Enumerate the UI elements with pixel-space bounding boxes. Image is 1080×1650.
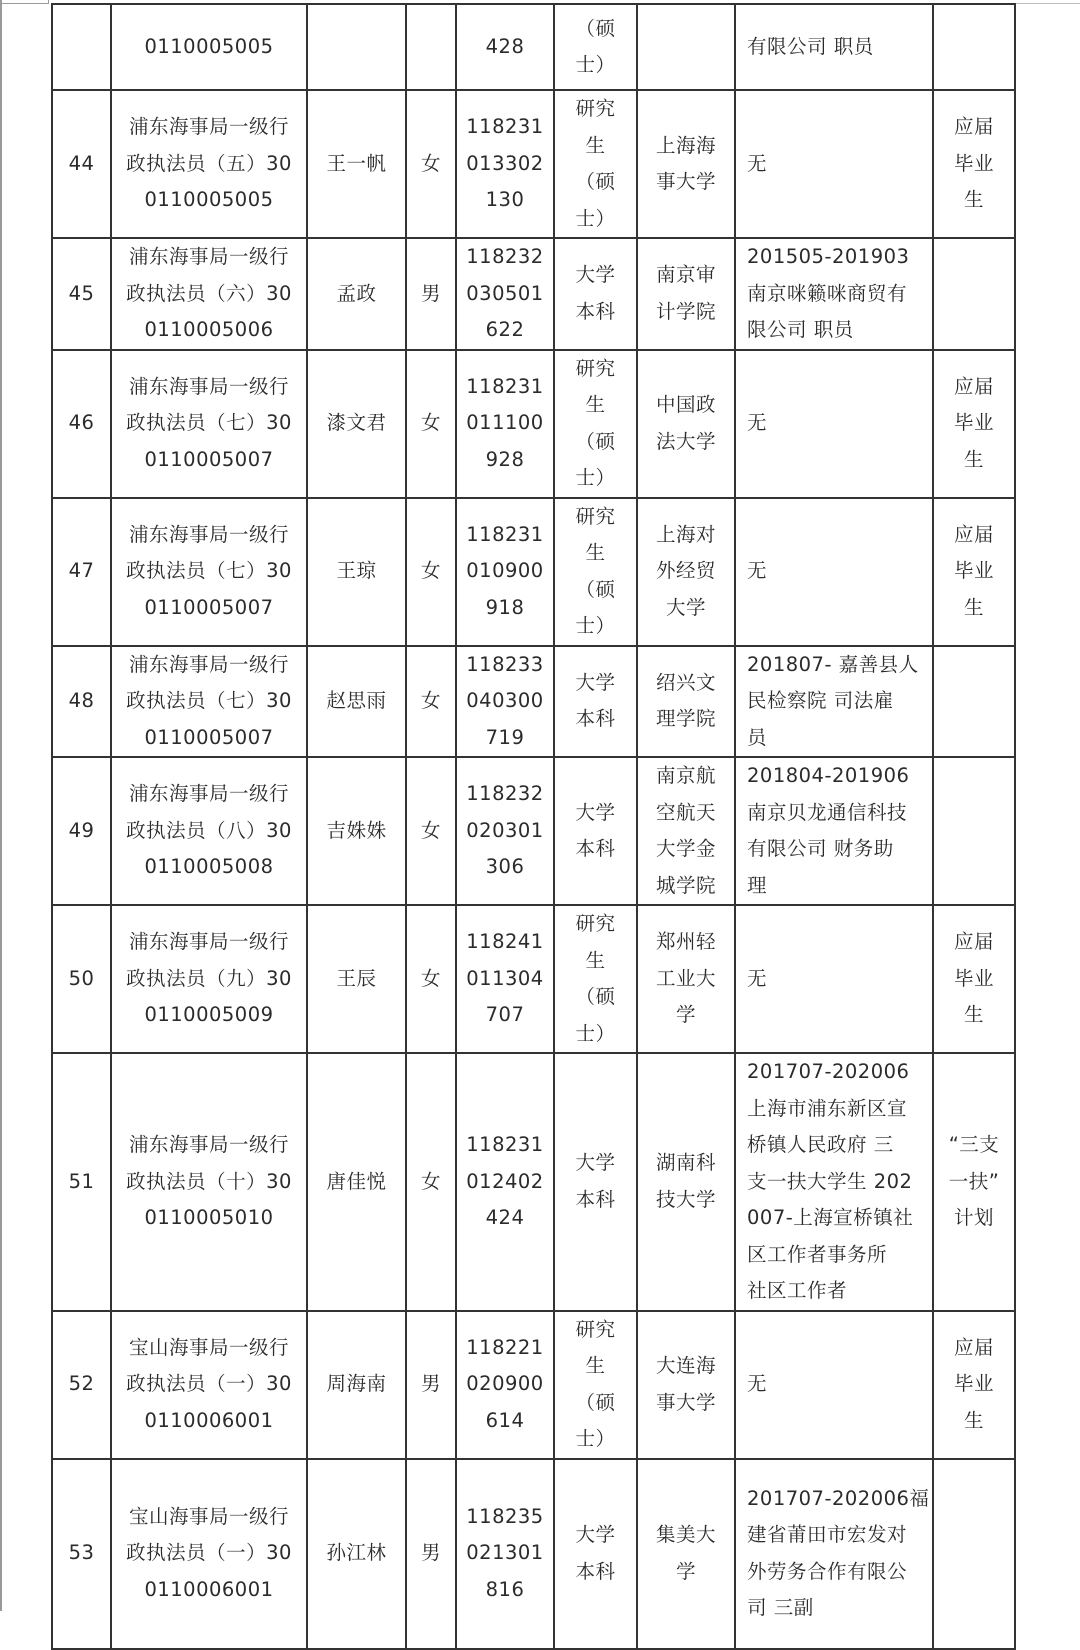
table-row bbox=[52, 757, 1015, 905]
exam-id-cell-line: 118231 bbox=[466, 522, 544, 546]
experience-cell bbox=[735, 905, 933, 1053]
exam-id-cell-line: 013302 bbox=[466, 151, 544, 175]
position-cell-line: 0110006001 bbox=[144, 1577, 274, 1601]
table-row bbox=[52, 498, 1015, 646]
candidate-roster-table bbox=[51, 3, 1016, 1650]
school-cell-line: 学 bbox=[675, 1003, 696, 1027]
education-cell bbox=[554, 238, 637, 350]
school-cell-line: 事大学 bbox=[655, 1390, 716, 1414]
exam-id-cell-line: 020301 bbox=[466, 818, 544, 842]
exam-id-cell-line: 118231 bbox=[466, 115, 544, 139]
gender-cell: 女 bbox=[406, 1053, 456, 1311]
exam-id-cell-line: 707 bbox=[485, 1003, 525, 1027]
education-cell bbox=[554, 1311, 637, 1459]
exam-id-cell bbox=[456, 757, 554, 905]
experience-cell-line: 南京咪籁咪商贸有 bbox=[747, 281, 908, 305]
school-cell-line: 工业大 bbox=[655, 966, 716, 990]
school-cell-line: 学 bbox=[675, 1559, 696, 1583]
exam-id-cell-line: 118235 bbox=[466, 1504, 544, 1528]
table-row bbox=[52, 90, 1015, 238]
remark-cell-line: 毕业 bbox=[953, 966, 994, 990]
school-cell bbox=[637, 238, 735, 350]
school-cell-line: 南京审 bbox=[655, 263, 716, 287]
remark-cell bbox=[933, 757, 1015, 905]
exam-id-cell-line: 306 bbox=[485, 855, 525, 879]
position-cell bbox=[111, 498, 307, 646]
experience-cell-line: 限公司 职员 bbox=[747, 318, 854, 341]
experience-cell bbox=[735, 90, 933, 238]
experience-cell bbox=[735, 1053, 933, 1311]
position-cell-line: 浦东海事局一级行 bbox=[128, 522, 289, 546]
position-cell-line: 浦东海事局一级行 bbox=[128, 245, 289, 268]
table-row bbox=[52, 1459, 1015, 1649]
school-cell bbox=[637, 498, 735, 646]
experience-cell bbox=[735, 646, 933, 758]
remark-cell-line: 生 bbox=[963, 1408, 984, 1432]
position-cell-line: 0110005010 bbox=[144, 1206, 274, 1229]
name-cell: 王辰 bbox=[307, 905, 406, 1053]
exam-id-cell bbox=[456, 4, 554, 90]
exam-id-cell-line: 118233 bbox=[466, 652, 544, 676]
index-cell: 48 bbox=[52, 646, 111, 758]
remark-cell-line: 应届 bbox=[953, 930, 994, 954]
remark-cell bbox=[933, 646, 1015, 758]
experience-cell-line: 007-上海宣桥镇社 bbox=[747, 1206, 914, 1229]
exam-id-cell-line: 918 bbox=[485, 595, 525, 619]
exam-id-cell bbox=[456, 498, 554, 646]
remark-cell bbox=[933, 90, 1015, 238]
education-cell bbox=[554, 4, 637, 90]
education-cell-line: 研究 bbox=[575, 356, 616, 380]
education-cell-line: 士） bbox=[575, 614, 616, 637]
exam-id-cell-line: 011100 bbox=[466, 411, 544, 435]
education-cell-line: 研究 bbox=[575, 504, 616, 528]
exam-id-cell-line: 010900 bbox=[466, 559, 544, 583]
education-cell-line: 本科 bbox=[575, 837, 616, 860]
exam-id-cell-line: 614 bbox=[485, 1408, 525, 1432]
experience-cell-line: 201707-202006福 bbox=[747, 1486, 930, 1510]
experience-cell-line: 司 三副 bbox=[747, 1596, 814, 1619]
position-cell-line: 浦东海事局一级行 bbox=[128, 115, 289, 139]
school-cell-line: 大连海 bbox=[655, 1354, 716, 1377]
position-cell-line: 0110005008 bbox=[144, 855, 274, 879]
position-cell bbox=[111, 1459, 307, 1649]
remark-cell bbox=[933, 1311, 1015, 1459]
education-cell-line: 生 bbox=[585, 1354, 606, 1377]
page-left-border bbox=[0, 0, 2, 1611]
education-cell bbox=[554, 1459, 637, 1649]
school-cell-line: 南京航 bbox=[655, 764, 716, 787]
index-cell: 53 bbox=[52, 1459, 111, 1649]
exam-id-cell bbox=[456, 90, 554, 238]
exam-id-cell-line: 118232 bbox=[466, 782, 544, 806]
index-cell: 45 bbox=[52, 238, 111, 350]
experience-cell-line: 无 bbox=[747, 151, 768, 175]
exam-id-cell-line: 719 bbox=[485, 725, 525, 749]
remark-cell bbox=[933, 905, 1015, 1053]
exam-id-cell-line: 130 bbox=[485, 188, 525, 212]
school-cell bbox=[637, 1459, 735, 1649]
exam-id-cell bbox=[456, 646, 554, 758]
experience-cell-line: 上海市浦东新区宣 bbox=[747, 1096, 908, 1120]
name-cell: 孟政 bbox=[307, 238, 406, 350]
remark-cell bbox=[933, 1459, 1015, 1649]
education-cell bbox=[554, 498, 637, 646]
index-cell: 44 bbox=[52, 90, 111, 238]
position-cell-line: 0110005007 bbox=[144, 447, 274, 471]
education-cell-line: （硕 bbox=[575, 577, 616, 601]
remark-cell-line: 毕业 bbox=[953, 1372, 994, 1396]
position-cell-line: 0110005007 bbox=[144, 725, 274, 749]
education-cell-line: 研究 bbox=[575, 97, 616, 120]
remark-cell bbox=[933, 498, 1015, 646]
school-cell-line: 集美大 bbox=[655, 1523, 716, 1546]
exam-id-cell-line: 424 bbox=[485, 1206, 525, 1229]
remark-cell-line: 应届 bbox=[953, 374, 994, 398]
education-cell-line: 士） bbox=[575, 1021, 616, 1045]
experience-cell-line: 无 bbox=[747, 1372, 768, 1396]
position-cell-line: 政执法员（一）30 bbox=[126, 1541, 292, 1565]
exam-id-cell-line: 011304 bbox=[466, 966, 544, 990]
experience-cell-line: 无 bbox=[747, 559, 768, 583]
education-cell-line: 大学 bbox=[575, 670, 616, 694]
experience-cell-line: 201707-202006 bbox=[747, 1060, 910, 1083]
school-cell-line: 大学 bbox=[665, 595, 706, 619]
experience-cell-line: 南京贝龙通信科技 bbox=[747, 800, 908, 824]
table-row bbox=[52, 4, 1015, 90]
name-cell: 吉姝姝 bbox=[307, 757, 406, 905]
school-cell bbox=[637, 350, 735, 498]
experience-cell-line: 民检察院 司法雇 bbox=[747, 689, 894, 712]
position-cell-line: 政执法员（七）30 bbox=[126, 411, 292, 435]
school-cell-line: 法大学 bbox=[655, 429, 716, 453]
name-cell: 漆文君 bbox=[307, 350, 406, 498]
education-cell-line: 研究 bbox=[575, 1317, 616, 1341]
gender-cell: 女 bbox=[406, 350, 456, 498]
position-cell bbox=[111, 238, 307, 350]
exam-id-cell-line: 928 bbox=[485, 447, 525, 471]
gender-cell bbox=[406, 4, 456, 90]
exam-id-cell-line: 030501 bbox=[466, 281, 544, 305]
table-row bbox=[52, 646, 1015, 758]
index-cell bbox=[52, 4, 111, 90]
position-cell bbox=[111, 1311, 307, 1459]
position-cell-line: 宝山海事局一级行 bbox=[128, 1504, 289, 1528]
name-cell: 孙江林 bbox=[307, 1459, 406, 1649]
school-cell-line: 中国政 bbox=[655, 393, 716, 416]
position-cell bbox=[111, 350, 307, 498]
education-cell-line: 大学 bbox=[575, 1523, 616, 1546]
position-cell-line: 政执法员（一）30 bbox=[126, 1372, 292, 1396]
experience-cell-line: 桥镇人民政府 三 bbox=[747, 1133, 894, 1156]
table-row bbox=[52, 905, 1015, 1053]
experience-cell-line: 有限公司 职员 bbox=[747, 34, 874, 58]
remark-cell-line: 一扶” bbox=[948, 1169, 1000, 1193]
exam-id-cell bbox=[456, 1459, 554, 1649]
experience-cell-line: 区工作者事务所 bbox=[747, 1242, 888, 1266]
remark-cell-line: 毕业 bbox=[953, 411, 994, 435]
exam-id-cell-line: 118241 bbox=[466, 930, 544, 954]
education-cell-line: 大学 bbox=[575, 263, 616, 287]
name-cell: 唐佳悦 bbox=[307, 1053, 406, 1311]
index-cell: 50 bbox=[52, 905, 111, 1053]
education-cell-line: 士） bbox=[575, 466, 616, 489]
school-cell-line: 湖南科 bbox=[655, 1151, 716, 1175]
experience-cell-line: 无 bbox=[747, 966, 768, 990]
education-cell-line: 本科 bbox=[575, 299, 616, 323]
experience-cell bbox=[735, 1459, 933, 1649]
experience-cell-line: 员 bbox=[747, 725, 768, 749]
remark-cell-line: 计划 bbox=[953, 1206, 994, 1229]
school-cell bbox=[637, 757, 735, 905]
position-cell-line: 0110005009 bbox=[144, 1003, 274, 1027]
education-cell bbox=[554, 90, 637, 238]
education-cell-line: （硕 bbox=[575, 170, 616, 193]
position-cell-line: 0110005007 bbox=[144, 595, 274, 619]
school-cell-line: 技大学 bbox=[655, 1187, 716, 1211]
position-cell-line: 浦东海事局一级行 bbox=[128, 374, 289, 398]
page-top-right-rule bbox=[1014, 3, 1080, 4]
exam-id-cell-line: 021301 bbox=[466, 1541, 544, 1565]
gender-cell: 女 bbox=[406, 646, 456, 758]
index-cell: 49 bbox=[52, 757, 111, 905]
position-cell-line: 0110006001 bbox=[144, 1408, 274, 1432]
gender-cell: 男 bbox=[406, 238, 456, 350]
education-cell-line: 士） bbox=[575, 206, 616, 230]
table-row bbox=[52, 1053, 1015, 1311]
remark-cell-line: 应届 bbox=[953, 115, 994, 139]
position-cell-line: 政执法员（六）30 bbox=[126, 281, 292, 305]
gender-cell: 男 bbox=[406, 1311, 456, 1459]
table-row bbox=[52, 350, 1015, 498]
experience-cell-line: 有限公司 财务助 bbox=[747, 837, 894, 860]
position-cell bbox=[111, 905, 307, 1053]
experience-cell-line: 社区工作者 bbox=[747, 1279, 848, 1302]
school-cell-line: 上海对 bbox=[655, 522, 716, 546]
school-cell-line: 大学金 bbox=[655, 837, 716, 860]
exam-id-cell-line: 020900 bbox=[466, 1372, 544, 1396]
remark-cell-line: 生 bbox=[963, 1003, 984, 1027]
position-cell-line: 政执法员（七）30 bbox=[126, 689, 292, 712]
exam-id-cell-line: 816 bbox=[485, 1577, 525, 1601]
table-row bbox=[52, 238, 1015, 350]
roster-body bbox=[52, 4, 1015, 1649]
experience-cell-line: 支一扶大学生 202 bbox=[747, 1169, 913, 1193]
education-cell-line: 本科 bbox=[575, 1187, 616, 1211]
position-cell-line: 浦东海事局一级行 bbox=[128, 652, 289, 676]
education-cell bbox=[554, 905, 637, 1053]
remark-cell-line: 生 bbox=[963, 447, 984, 471]
school-cell-line: 上海海 bbox=[655, 133, 716, 157]
school-cell bbox=[637, 1053, 735, 1311]
gender-cell: 女 bbox=[406, 905, 456, 1053]
index-cell: 47 bbox=[52, 498, 111, 646]
exam-id-cell-line: 622 bbox=[485, 318, 525, 341]
position-cell bbox=[111, 4, 307, 90]
exam-id-cell bbox=[456, 1311, 554, 1459]
education-cell bbox=[554, 350, 637, 498]
table-row bbox=[52, 1311, 1015, 1459]
exam-id-cell-line: 118231 bbox=[466, 1133, 544, 1156]
education-cell-line: 大学 bbox=[575, 800, 616, 824]
experience-cell-line: 建省莆田市宏发对 bbox=[747, 1523, 908, 1546]
school-cell bbox=[637, 1311, 735, 1459]
experience-cell bbox=[735, 1311, 933, 1459]
exam-id-cell-line: 040300 bbox=[466, 689, 544, 712]
remark-cell-line: 应届 bbox=[953, 1335, 994, 1359]
remark-cell bbox=[933, 4, 1015, 90]
position-cell-line: 0110005005 bbox=[144, 188, 274, 212]
school-cell-line: 理学院 bbox=[655, 707, 716, 731]
page-corner-frame bbox=[0, 0, 49, 4]
exam-id-cell-line: 118231 bbox=[466, 374, 544, 398]
remark-cell bbox=[933, 238, 1015, 350]
education-cell-line: （硕 bbox=[575, 1390, 616, 1414]
education-cell-line: 本科 bbox=[575, 1559, 616, 1583]
education-cell-line: 生 bbox=[585, 133, 606, 157]
experience-cell bbox=[735, 350, 933, 498]
gender-cell: 男 bbox=[406, 1459, 456, 1649]
experience-cell-line: 外劳务合作有限公 bbox=[747, 1559, 908, 1583]
school-cell-line: 绍兴文 bbox=[655, 670, 716, 694]
exam-id-cell bbox=[456, 1053, 554, 1311]
exam-id-cell bbox=[456, 238, 554, 350]
position-cell-line: 政执法员（九）30 bbox=[126, 966, 292, 990]
position-cell-line: 浦东海事局一级行 bbox=[128, 1133, 289, 1156]
position-cell-line: 政执法员（七）30 bbox=[126, 559, 292, 583]
experience-cell bbox=[735, 757, 933, 905]
position-cell bbox=[111, 90, 307, 238]
school-cell-line: 郑州轻 bbox=[655, 930, 716, 954]
position-cell-line: 政执法员（八）30 bbox=[126, 818, 292, 842]
education-cell-line: 本科 bbox=[575, 707, 616, 731]
school-cell bbox=[637, 4, 735, 90]
name-cell: 王一帆 bbox=[307, 90, 406, 238]
education-cell-line: 生 bbox=[585, 393, 606, 416]
school-cell-line: 计学院 bbox=[655, 299, 716, 323]
gender-cell: 女 bbox=[406, 90, 456, 238]
remark-cell-line: “三支 bbox=[948, 1133, 1000, 1156]
remark-cell-line: 生 bbox=[963, 595, 984, 619]
name-cell bbox=[307, 4, 406, 90]
position-cell-line: 政执法员（十）30 bbox=[126, 1169, 292, 1193]
experience-cell bbox=[735, 4, 933, 90]
school-cell-line: 空航天 bbox=[655, 800, 716, 824]
school-cell bbox=[637, 905, 735, 1053]
index-cell: 51 bbox=[52, 1053, 111, 1311]
education-cell bbox=[554, 1053, 637, 1311]
education-cell-line: （硕 bbox=[575, 985, 616, 1008]
experience-cell-line: 201807- 嘉善县人 bbox=[747, 652, 919, 676]
name-cell: 周海南 bbox=[307, 1311, 406, 1459]
exam-id-cell-line: 118232 bbox=[466, 245, 544, 268]
education-cell-line: 士） bbox=[575, 1427, 616, 1450]
remark-cell-line: 应届 bbox=[953, 522, 994, 546]
exam-id-cell bbox=[456, 350, 554, 498]
position-cell-line: 浦东海事局一级行 bbox=[128, 930, 289, 954]
education-cell-line: 大学 bbox=[575, 1151, 616, 1175]
position-cell-line: 浦东海事局一级行 bbox=[128, 782, 289, 806]
remark-cell-line: 生 bbox=[963, 188, 984, 212]
remark-cell-line: 毕业 bbox=[953, 559, 994, 583]
position-cell-line: 宝山海事局一级行 bbox=[128, 1335, 289, 1359]
exam-id-cell-line: 118221 bbox=[466, 1335, 544, 1359]
school-cell bbox=[637, 646, 735, 758]
name-cell: 赵思雨 bbox=[307, 646, 406, 758]
education-cell-line: 生 bbox=[585, 948, 606, 972]
remark-cell-line: 毕业 bbox=[953, 151, 994, 175]
remark-cell bbox=[933, 350, 1015, 498]
school-cell bbox=[637, 90, 735, 238]
experience-cell bbox=[735, 498, 933, 646]
school-cell-line: 城学院 bbox=[655, 873, 716, 897]
school-cell-line: 外经贸 bbox=[655, 559, 716, 583]
experience-cell bbox=[735, 238, 933, 350]
index-cell: 46 bbox=[52, 350, 111, 498]
position-cell bbox=[111, 757, 307, 905]
position-cell-line: 政执法员（五）30 bbox=[126, 151, 292, 175]
school-cell-line: 事大学 bbox=[655, 170, 716, 193]
education-cell-line: （硕 bbox=[575, 429, 616, 453]
exam-id-cell-line: 012402 bbox=[466, 1169, 544, 1193]
education-cell-line: 研究 bbox=[575, 912, 616, 935]
position-cell bbox=[111, 1053, 307, 1311]
exam-id-cell bbox=[456, 905, 554, 1053]
experience-cell-line: 理 bbox=[747, 873, 768, 897]
experience-cell-line: 201505-201903 bbox=[747, 245, 910, 268]
position-cell bbox=[111, 646, 307, 758]
experience-cell-line: 无 bbox=[747, 411, 768, 435]
index-cell: 52 bbox=[52, 1311, 111, 1459]
education-cell-line: （硕 bbox=[575, 16, 616, 40]
position-cell-line: 0110005005 bbox=[144, 34, 274, 58]
education-cell bbox=[554, 757, 637, 905]
education-cell bbox=[554, 646, 637, 758]
gender-cell: 女 bbox=[406, 498, 456, 646]
education-cell-line: 士） bbox=[575, 53, 616, 76]
education-cell-line: 生 bbox=[585, 541, 606, 564]
name-cell: 王琼 bbox=[307, 498, 406, 646]
experience-cell-line: 201804-201906 bbox=[747, 764, 910, 787]
exam-id-cell-line: 428 bbox=[485, 34, 525, 58]
position-cell-line: 0110005006 bbox=[144, 318, 274, 341]
remark-cell bbox=[933, 1053, 1015, 1311]
gender-cell: 女 bbox=[406, 757, 456, 905]
